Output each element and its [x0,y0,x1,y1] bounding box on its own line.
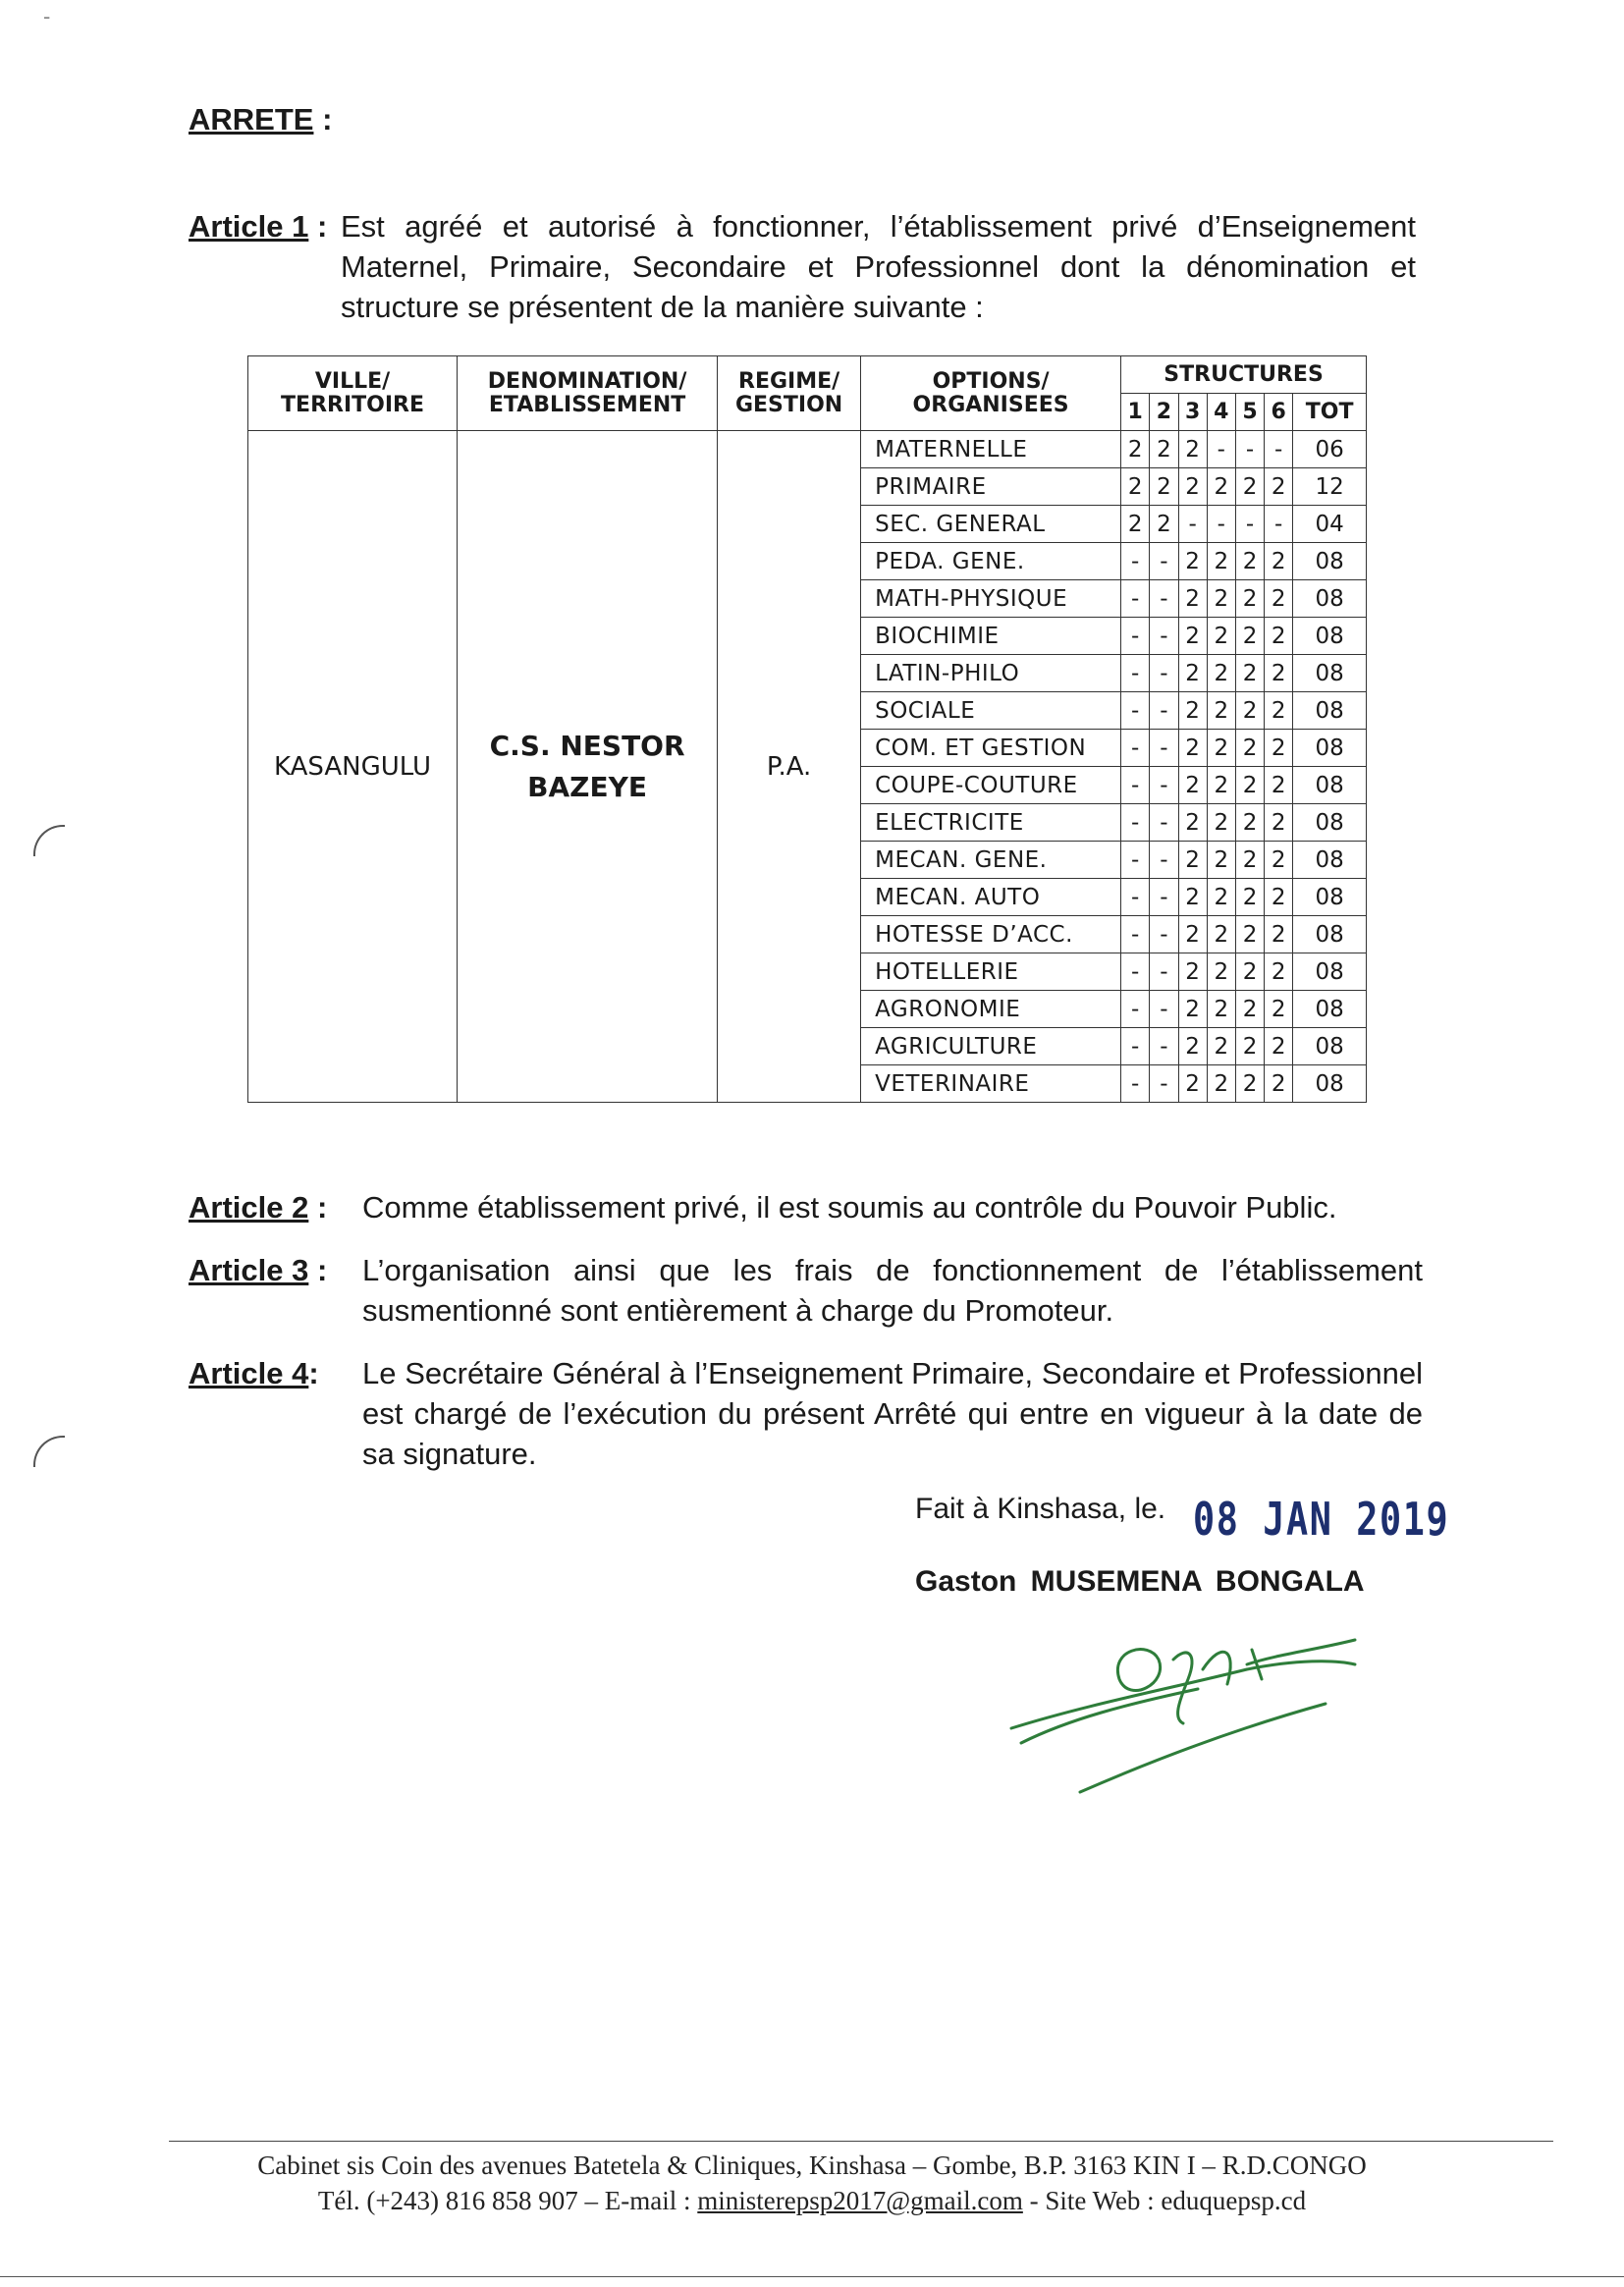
cell-structure-2: - [1150,879,1178,916]
cell-option: MATERNELLE [861,431,1121,468]
cell-structure-3: 2 [1178,543,1207,580]
article-label-text: Article 3 [189,1253,309,1287]
cell-total: 08 [1293,1065,1367,1103]
cell-structure-2: - [1150,655,1178,692]
cell-structure-5: 2 [1235,842,1264,879]
cell-structure-2: - [1150,767,1178,804]
cell-structure-3: 2 [1178,468,1207,506]
cell-structure-3: 2 [1178,692,1207,730]
cell-structure-3: 2 [1178,953,1207,991]
cell-structure-3: 2 [1178,916,1207,953]
header-line: ORGANISEES [912,392,1069,417]
cell-structure-5: 2 [1235,1065,1264,1103]
cell-structure-1: 2 [1121,468,1150,506]
header-denomination [458,356,718,431]
header-col: 1 [1121,394,1150,431]
signer-name: Gaston MUSEMENA BONGALA [915,1565,1365,1598]
cell-structure-1: - [1121,730,1150,767]
footer-phone: Tél. (+243) 816 858 907 – E-mail : [317,2186,698,2215]
cell-total: 08 [1293,580,1367,618]
cell-option: PEDA. GENE. [861,543,1121,580]
cell-structure-6: 2 [1265,916,1293,953]
cell-structure-2: - [1150,916,1178,953]
cell-total: 08 [1293,804,1367,842]
cell-structure-5: 2 [1235,767,1264,804]
cell-structure-6: 2 [1265,543,1293,580]
heading-label: ARRETE [189,102,314,136]
arrete-heading [189,102,332,137]
cell-structure-2: - [1150,730,1178,767]
cell-structure-6: 2 [1265,1065,1293,1103]
footer-divider [169,2141,1553,2142]
cell-structure-6: 2 [1265,879,1293,916]
article-4-text: Le Secrétaire Général à l’Enseignement Primaire, Secondaire et Professionnel est chargé de l’exécution du présent Arrêté qui entre en vigueur à la date de sa signature. [362,1356,1423,1471]
cell-total: 08 [1293,1028,1367,1065]
cell-structure-6: - [1265,506,1293,543]
ville-value: KASANGULU [274,751,432,782]
cell-structure-1: - [1121,692,1150,730]
cell-structure-3: 2 [1178,804,1207,842]
cell-option: BIOCHIMIE [861,618,1121,655]
cell-structure-6: 2 [1265,842,1293,879]
cell-total: 08 [1293,767,1367,804]
cell-structure-3: 2 [1178,879,1207,916]
scan-corner-mark [33,1436,65,1467]
cell-total: 06 [1293,431,1367,468]
cell-structure-4: - [1207,431,1235,468]
cell-structure-4: 2 [1207,842,1235,879]
cell-structure-1: - [1121,991,1150,1028]
cell-structure-1: - [1121,1065,1150,1103]
cell-structure-4: 2 [1207,655,1235,692]
denomination-line: BAZEYE [527,770,647,803]
cell-option: LATIN-PHILO [861,655,1121,692]
cell-option: AGRICULTURE [861,1028,1121,1065]
cell-option: VETERINAIRE [861,1065,1121,1103]
header-line: GESTION [734,392,843,417]
cell-structure-5: 2 [1235,804,1264,842]
cell-option: SEC. GENERAL [861,506,1121,543]
cell-structure-6: 2 [1265,730,1293,767]
cell-total: 08 [1293,543,1367,580]
cell-structure-4: 2 [1207,468,1235,506]
article-2-text: Comme établissement privé, il est soumis au contrôle du Pouvoir Public. [362,1190,1337,1225]
cell-ville [248,431,458,1103]
header-col: TOT [1293,394,1367,431]
cell-structure-2: - [1150,618,1178,655]
cell-structure-1: 2 [1121,431,1150,468]
cell-structure-3: 2 [1178,431,1207,468]
cell-structure-1: - [1121,580,1150,618]
cell-option: HOTELLERIE [861,953,1121,991]
cell-structure-2: 2 [1150,431,1178,468]
footer-address: Cabinet sis Coin des avenues Batetela & Cliniques, Kinshasa – Gombe, B.P. 3163 KIN I – R.D.CONGO [257,2151,1367,2180]
cell-structure-2: - [1150,804,1178,842]
cell-structure-6: 2 [1265,767,1293,804]
cell-structure-3: 2 [1178,1028,1207,1065]
header-line: ETABLISSEMENT [488,392,686,417]
cell-total: 08 [1293,879,1367,916]
header-line: OPTIONS/ [932,368,1050,394]
cell-structure-3: 2 [1178,842,1207,879]
heading-suffix: : [313,102,333,136]
cell-structure-2: 2 [1150,506,1178,543]
cell-structure-5: 2 [1235,879,1264,916]
header-line: REGIME/ [738,368,840,394]
cell-structure-2: - [1150,991,1178,1028]
cell-structure-5: 2 [1235,468,1264,506]
cell-total: 08 [1293,618,1367,655]
cell-total: 08 [1293,842,1367,879]
cell-structure-3: 2 [1178,618,1207,655]
header-col: 2 [1150,394,1178,431]
cell-regime [718,431,861,1103]
cell-structure-1: - [1121,618,1150,655]
cell-structure-5: 2 [1235,916,1264,953]
cell-structure-1: - [1121,842,1150,879]
footer-website: - Site Web : eduquepsp.cd [1022,2186,1307,2215]
structures-table [247,355,1367,1103]
cell-total: 08 [1293,692,1367,730]
header-options [861,356,1121,431]
cell-structure-6: 2 [1265,468,1293,506]
place-date-label: Fait à Kinshasa, le. [915,1493,1166,1525]
cell-structure-4: 2 [1207,991,1235,1028]
cell-option: AGRONOMIE [861,991,1121,1028]
article-label-text: Article 1 [189,209,309,244]
cell-structure-3: - [1178,506,1207,543]
cell-structure-3: 2 [1178,580,1207,618]
cell-structure-5: 2 [1235,580,1264,618]
footer-contact [169,2186,1455,2216]
cell-structure-5: 2 [1235,1028,1264,1065]
cell-structure-6: 2 [1265,692,1293,730]
cell-structure-2: - [1150,953,1178,991]
cell-structure-2: - [1150,1065,1178,1103]
cell-structure-1: - [1121,916,1150,953]
cell-structure-2: - [1150,1028,1178,1065]
cell-option: SOCIALE [861,692,1121,730]
header-structures: STRUCTURES [1121,356,1367,394]
cell-option: MATH-PHYSIQUE [861,580,1121,618]
scan-mark: - [43,4,51,28]
cell-structure-4: 2 [1207,767,1235,804]
cell-total: 12 [1293,468,1367,506]
cell-structure-1: - [1121,879,1150,916]
header-col: 5 [1235,394,1264,431]
cell-structure-4: 2 [1207,730,1235,767]
header-line: TERRITOIRE [281,392,425,417]
cell-structure-6: 2 [1265,655,1293,692]
article-label-text: Article 4 [189,1356,309,1390]
cell-structure-4: 2 [1207,953,1235,991]
footer-email-link[interactable]: ministerepsp2017@gmail.com [697,2186,1023,2215]
article-1-text: Est agréé et autorisé à fonctionner, l’établissement privé d’Enseignement Maternel, Primaire, Secondaire et Professionnel dont la dénomination et structure se présentent de la manière suivante : [341,209,1416,324]
header-line: DENOMINATION/ [487,368,687,394]
cell-structure-6: 2 [1265,953,1293,991]
cell-structure-5: 2 [1235,991,1264,1028]
handwritten-signature [1001,1610,1375,1807]
cell-structure-3: 2 [1178,767,1207,804]
cell-total: 08 [1293,991,1367,1028]
article-label-text: Article 2 [189,1190,309,1225]
cell-option: PRIMAIRE [861,468,1121,506]
cell-structure-5: 2 [1235,692,1264,730]
cell-structure-5: - [1235,431,1264,468]
cell-structure-6: - [1265,431,1293,468]
cell-total: 08 [1293,916,1367,953]
cell-total: 08 [1293,953,1367,991]
cell-structure-4: 2 [1207,916,1235,953]
cell-structure-1: - [1121,953,1150,991]
cell-option: COM. ET GESTION [861,730,1121,767]
cell-structure-5: 2 [1235,730,1264,767]
cell-structure-1: 2 [1121,506,1150,543]
header-line: VILLE/ [314,368,391,394]
cell-structure-6: 2 [1265,1028,1293,1065]
cell-structure-2: - [1150,842,1178,879]
cell-structure-4: - [1207,506,1235,543]
cell-structure-4: 2 [1207,1065,1235,1103]
scan-corner-mark [33,825,65,856]
date-stamp: 08 JAN 2019 [1193,1493,1450,1546]
cell-structure-6: 2 [1265,991,1293,1028]
cell-structure-5: 2 [1235,618,1264,655]
cell-option: ELECTRICITE [861,804,1121,842]
cell-structure-1: - [1121,655,1150,692]
cell-option: HOTESSE D’ACC. [861,916,1121,953]
cell-structure-4: 2 [1207,1028,1235,1065]
cell-structure-6: 2 [1265,580,1293,618]
page-bottom-line [0,2276,1624,2277]
cell-structure-4: 2 [1207,543,1235,580]
article-label-sep: : [308,1356,319,1390]
cell-structure-5: - [1235,506,1264,543]
cell-structure-1: - [1121,543,1150,580]
cell-structure-1: - [1121,1028,1150,1065]
cell-option: COUPE-COUTURE [861,767,1121,804]
cell-structure-3: 2 [1178,655,1207,692]
article-3-text: L’organisation ainsi que les frais de fonctionnement de l’établissement susmentionné sont entièrement à charge du Promoteur. [362,1253,1423,1328]
cell-structure-4: 2 [1207,804,1235,842]
header-col: 6 [1265,394,1293,431]
article-1-label [189,206,327,246]
cell-structure-5: 2 [1235,543,1264,580]
article-label-sep: : [308,209,328,244]
cell-total: 04 [1293,506,1367,543]
article-label-sep: : [308,1190,328,1225]
cell-total: 08 [1293,730,1367,767]
header-col: 4 [1207,394,1235,431]
cell-option: MECAN. AUTO [861,879,1121,916]
cell-structure-4: 2 [1207,879,1235,916]
header-regime [718,356,861,431]
cell-option: MECAN. GENE. [861,842,1121,879]
cell-structure-5: 2 [1235,655,1264,692]
denomination-line: C.S. NESTOR [489,729,685,762]
cell-structure-2: - [1150,543,1178,580]
table-row [248,431,1367,468]
cell-structure-1: - [1121,767,1150,804]
article-2-label [189,1187,327,1227]
table-body [248,431,1367,1103]
cell-structure-2: - [1150,692,1178,730]
article-label-sep: : [308,1253,328,1287]
cell-structure-6: 2 [1265,804,1293,842]
cell-denomination [458,431,718,1103]
cell-structure-3: 2 [1178,1065,1207,1103]
cell-structure-4: 2 [1207,618,1235,655]
cell-structure-4: 2 [1207,692,1235,730]
article-4-label [189,1353,319,1393]
cell-total: 08 [1293,655,1367,692]
cell-structure-6: 2 [1265,618,1293,655]
cell-structure-3: 2 [1178,730,1207,767]
cell-structure-3: 2 [1178,991,1207,1028]
cell-structure-5: 2 [1235,953,1264,991]
cell-structure-2: 2 [1150,468,1178,506]
regime-value: P.A. [766,751,812,782]
cell-structure-4: 2 [1207,580,1235,618]
header-ville [248,356,458,431]
header-col: 3 [1178,394,1207,431]
cell-structure-1: - [1121,804,1150,842]
cell-structure-2: - [1150,580,1178,618]
article-3-label [189,1250,327,1290]
